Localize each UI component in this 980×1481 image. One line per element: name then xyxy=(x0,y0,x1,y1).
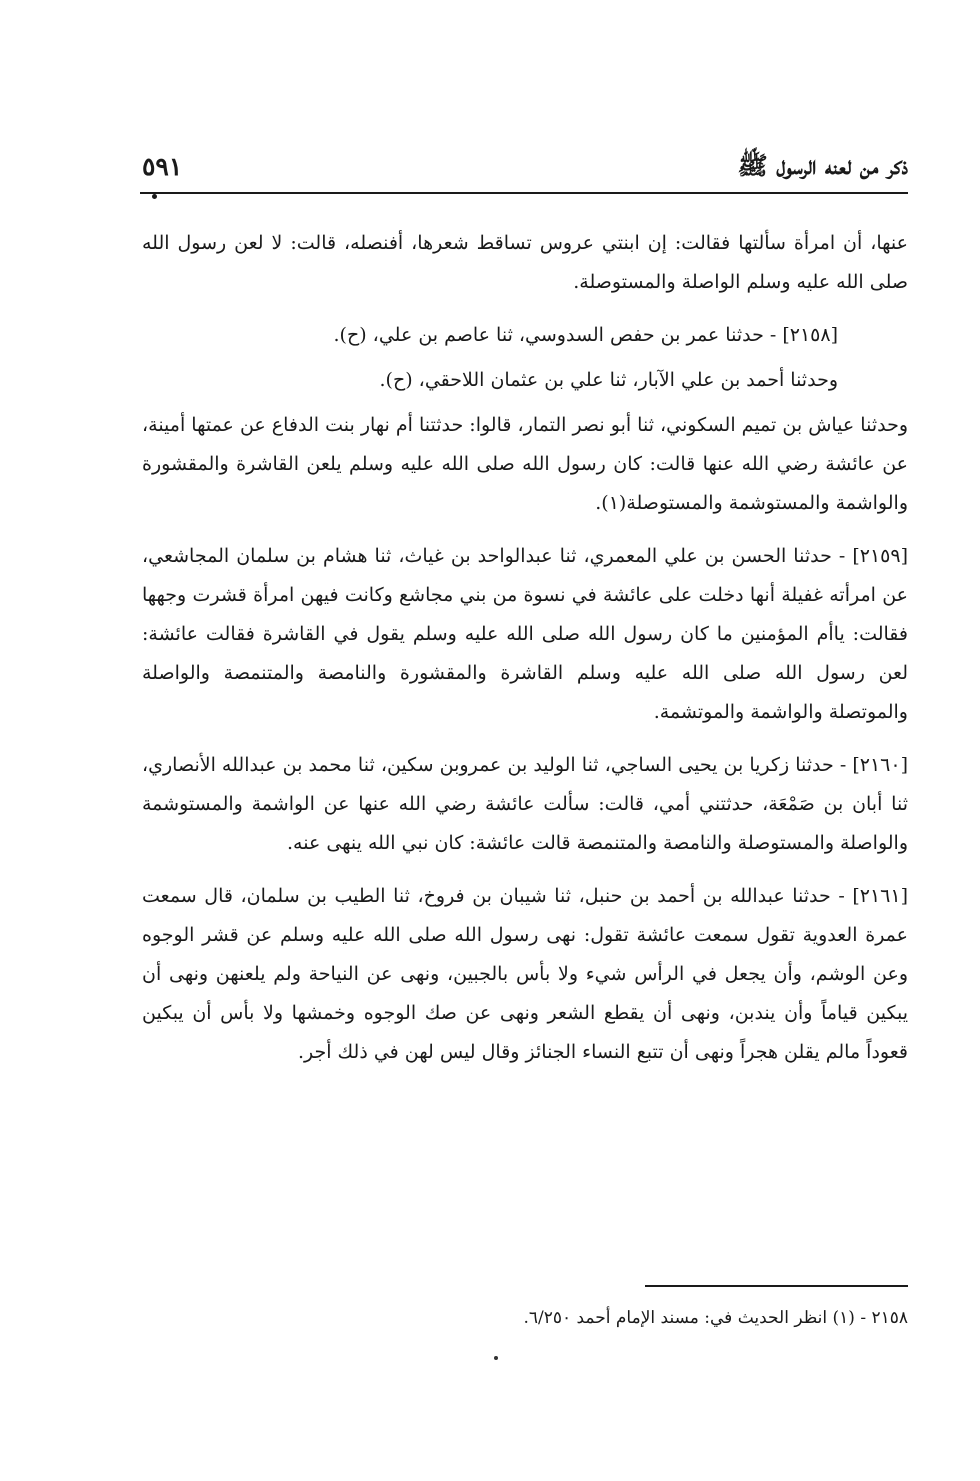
page-number-dot xyxy=(152,194,157,199)
running-title: ذكر من لعنه الرسول ﷺ xyxy=(737,151,908,180)
hadith-2159: [٢١٥٩] - حدثنا الحسن بن علي المعمري، ثنا عبدالواحد بن غياث، ثنا هشام بن سلمان المجاشعي، عن امرأته غفيلة أنها دخلت على عائشة في نسوة من بني مجاشع وكانت فيهن امرأة قشرت وجهها فقالت: ياأم المؤمنين ما كان رسول الله صلى الله عليه وسلم يقول في القاشرة فقالت عائشة: لعن رسول الله صلى الله عليه وسلم القاشرة والمقشورة والنامصة والمتنمصة والواصلة والموتصلة والواشمة والموتشمة. xyxy=(142,545,908,723)
page-number: ٥٩١ xyxy=(142,152,183,181)
paragraph-continuation: عنها، أن امرأة سألتها فقالت: إن ابنتي عروس تساقط شعرها، أفنصله، قالت: لا لعن رسول الله صلى الله عليه وسلم الواصلة والمستوصلة. xyxy=(142,232,908,293)
hadith-2158-chain-3: وحدثنا عياش بن تميم السكوني، ثنا أبو نصر التمار، قالوا: حدثتنا أم نهار بنت الدفاع عن عمتها أمينة، عن عائشة رضي الله عنها قالت: كان رسول الله صلى الله عليه وسلم يلعن القاشرة والمقشورة والواشمة والمستوشمة والمستوصلة(١). xyxy=(142,414,908,514)
footnote: ٢١٥٨ - (١) انظر الحديث في: مسند الإمام أحمد ٦/٢٥٠. xyxy=(523,1308,908,1328)
header-rule xyxy=(140,192,908,194)
main-text xyxy=(142,224,908,1078)
hadith-2158: [٢١٥٨] - حدثنا عمر بن حفص السدوسي، ثنا عاصم بن علي، (ح). xyxy=(333,324,838,346)
footnote-rule xyxy=(645,1285,908,1287)
hadith-2158-chain-2: وحدثنا أحمد بن علي الآبار، ثنا علي بن عثمان اللاحقي، (ح). xyxy=(379,369,838,391)
hadith-2161: [٢١٦١] - حدثنا عبدالله بن أحمد بن حنبل، ثنا شيبان بن فروخ، ثنا الطيب بن سلمان، قال سمعت عمرة العدوية تقول سمعت عائشة تقول: نهى رسول الله صلى الله عليه وسلم عن قشر الوجوه وعن الوشم، وأن يجعل في الرأس شيء ولا بأس بالجبين، ونهى عن النياحة ولم يلعنهن ونهى أن يبكين قياماً وأن يندبن، ونهى أن يقطع الشعر ونهى عن صك الوجوه وخمشها ولا بأس أن يبكين قعوداً مالم يقلن هجراً ونهى أن تتبع النساء الجنائز وقال ليس لهن في ذلك أجر. xyxy=(142,885,908,1063)
page-header xyxy=(140,150,908,196)
hadith-2160: [٢١٦٠] - حدثنا زكريا بن يحيى الساجي، ثنا الوليد بن عمروبن سكين، ثنا محمد بن عبدالله الأنصاري، ثنا أبان بن صَمْعَة، حدثتني أمي، قالت: سألت عائشة رضي الله عنها عن الواشمة والمستوشمة والواصلة والمستوصلة والنامصة والمتنمصة قالت عائشة: كان نبي الله ينهى عنه. xyxy=(142,754,908,854)
scan-speck xyxy=(494,1356,498,1360)
